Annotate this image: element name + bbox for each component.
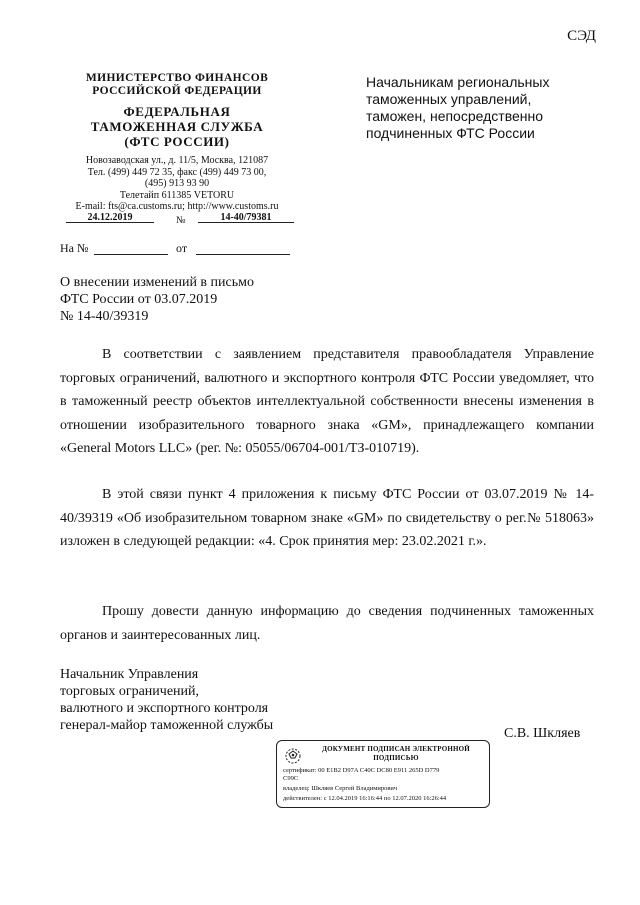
registration-date: 24.12.2019 (87, 212, 133, 223)
reference-date-blank (196, 254, 290, 255)
addressee-block (366, 74, 596, 142)
validity-value: с 12.04.2019 16:16:44 по 12.07.2020 16:26:44 (323, 795, 447, 802)
certificate-row-continued (283, 775, 487, 783)
addressee-line: подчиненных ФТС России (366, 125, 535, 141)
service-name (58, 104, 296, 149)
address-line: Телетайп 611385 VETORU (119, 189, 235, 201)
subject-line: № 14-40/39319 (60, 309, 149, 324)
certificate-label: сертификат: (283, 767, 317, 774)
reference-number-blank (94, 254, 168, 255)
reference-number-label: На № (60, 241, 89, 255)
emblem-icon (282, 746, 304, 766)
owner-row (283, 785, 487, 793)
certificate-value: 00 E1B2 D97A C40C DC80 E911 265D D779 (318, 767, 440, 774)
stamp-title (305, 745, 487, 762)
document-system-mark: СЭД (567, 28, 596, 44)
service-line: ТАМОЖЕННАЯ СЛУЖБА (90, 119, 264, 134)
stamp-title-line: ДОКУМЕНТ ПОДПИСАН ЭЛЕКТРОННОЙ (322, 745, 470, 753)
owner-value: Шкляев Сергей Владимирович (311, 785, 398, 792)
validity-label: действителен: (283, 795, 323, 802)
ministry-line: МИНИСТЕРСТВО ФИНАНСОВ (85, 72, 269, 84)
ministry-name (58, 72, 296, 98)
ministry-line: РОССИЙСКОЙ ФЕДЕРАЦИИ (92, 85, 262, 97)
sender-address (58, 155, 296, 213)
letter-subject (60, 274, 320, 325)
signatory-name: С.В. Шкляев (504, 726, 581, 741)
certificate-value-cont: C99C (283, 775, 299, 782)
body-paragraph: Прошу довести данную информацию до сведения подчиненных таможенных органов и заинтересованных лиц. (60, 604, 594, 643)
certificate-row (283, 767, 487, 775)
signatory-title-line: валютного и экспортного контроля (60, 701, 269, 716)
validity-row (283, 795, 487, 803)
reference-date-label: от (176, 241, 188, 255)
registration-number-underline (198, 222, 294, 223)
subject-line: О внесении изменений в письмо (60, 275, 254, 290)
registration-date-underline (66, 222, 154, 223)
signatory-title-line: генерал-майор таможенной службы (60, 718, 274, 733)
addressee-line: таможенных управлений, (366, 91, 532, 107)
owner-label: владелец: (283, 785, 310, 792)
registration-number: 14-40/79381 (220, 212, 272, 223)
registration-number-label: № (176, 215, 186, 226)
electronic-signature-stamp (276, 740, 490, 808)
stamp-title-line: ПОДПИСЬЮ (373, 753, 419, 762)
address-line: E-mail: fts@ca.customs.ru; http://www.customs.ru (75, 201, 279, 212)
service-line: (ФТС РОССИИ) (124, 134, 230, 149)
service-line: ФЕДЕРАЛЬНАЯ (123, 104, 231, 119)
body-paragraph: В этой связи пункт 4 приложения к письму ФТС России от 03.07.2019 № 14-40/39319 «Об изобразительном товарном знаке «GM» по свидетельству о рег.№ 518063» изложен в следующей редакции: «4. Срок принятия мер: 23.02.2021 г.». (60, 487, 594, 549)
address-line: Тел. (499) 449 72 35, факс (499) 449 73 00, (87, 166, 267, 178)
address-line: Новозаводская ул., д. 11/5, Москва, 121087 (85, 155, 269, 166)
addressee-line: таможен, непосредственно (366, 108, 544, 124)
address-line: (495) 913 93 90 (144, 178, 210, 189)
signatory-title-line: Начальник Управления (60, 667, 199, 682)
body-paragraph: В соответствии с заявлением представителя правообладателя Управление торговых ограничений, валютного и экспортного контроля ФТС России уведомляет, что в таможенный реестр объектов интеллектуальной собственности внесены изменения в отношении изобразительного товарного знака «GM», принадлежащего компании «General Motors LLC» (рег. №: 05055/06704-001/ТЗ-010719). (60, 347, 594, 456)
signatory-title-line: торговых ограничений, (60, 684, 200, 699)
signatory-title (60, 666, 320, 734)
subject-line: ФТС России от 03.07.2019 (60, 292, 218, 307)
addressee-line: Начальникам региональных (366, 74, 550, 90)
